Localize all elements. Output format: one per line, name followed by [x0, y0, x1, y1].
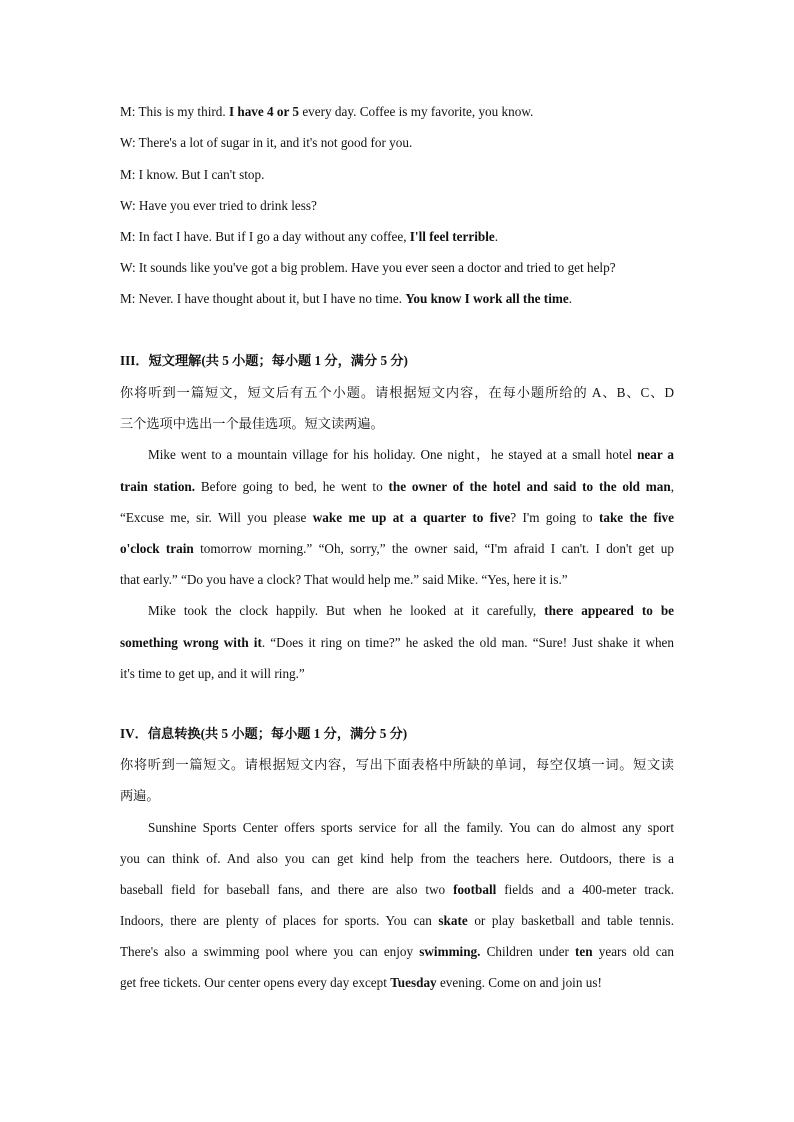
passage-3-line-2: you can think of. And also you can get kind help from the teachers here. Outdoors, there is a [120, 851, 674, 866]
passage-3-line-3: baseball field for baseball fans, and there are also two football fields and a 400-meter track. [120, 882, 674, 897]
dialogue-line-3: M: I know. But I can't stop. [120, 167, 265, 182]
passage-1-line-5: that early.” “Do you have a clock? That would help me.” said Mike. “Yes, here it is.” [120, 572, 568, 587]
dialogue-line-1: M: This is my third. I have 4 or 5 every day. Coffee is my favorite, you know. [120, 104, 534, 119]
passage-3-line-5: There's also a swimming pool where you can enjoy swimming. Children under ten years old can [120, 944, 674, 959]
passage-1-line-3: “Excuse me, sir. Will you please wake me up at a quarter to five? I'm going to take the five [120, 510, 674, 525]
dialogue-line-6: W: It sounds like you've got a big problem. Have you ever seen a doctor and tried to get help? [120, 260, 616, 275]
dialogue-line-2: W: There's a lot of sugar in it, and it's not good for you. [120, 135, 413, 150]
dialogue-line-4: W: Have you ever tried to drink less? [120, 198, 317, 213]
section-iv-instruction-line-1: 你将听到一篇短文。请根据短文内容，写出下面表格中所缺的单词，每空仅填一词。短文读 [120, 757, 674, 772]
dialogue-line-7: M: Never. I have thought about it, but I have no time. You know I work all the time. [120, 291, 572, 306]
section-iii-instruction-line-2: 三个选项中选出一个最佳选项。短文读两遍。 [120, 416, 384, 431]
passage-3-line-4: Indoors, there are plenty of places for sports. You can skate or play basketball and table tennis. [120, 913, 674, 928]
dialogue-line-5: M: In fact I have. But if I go a day without any coffee, I'll feel terrible. [120, 229, 499, 244]
section-heading-iii: III．短文理解(共 5 小题；每小题 1 分，满分 5 分) [120, 353, 408, 368]
passage-2-line-2: something wrong with it. “Does it ring on time?” he asked the old man. “Sure! Just shake it when [120, 635, 675, 650]
passage-1-line-2: train station. Before going to bed, he went to the owner of the hotel and said to the old man, [120, 479, 674, 494]
passage-1-line-1: Mike went to a mountain village for his holiday. One night，he stayed at a small hotel near a [148, 447, 674, 462]
passage-2-line-1: Mike took the clock happily. But when he looked at it carefully, there appeared to be [148, 603, 675, 618]
passage-1-line-4: o'clock train tomorrow morning.” “Oh, sorry,” the owner said, “I'm afraid I can't. I don't get up [120, 541, 674, 556]
passage-3-line-1: Sunshine Sports Center offers sports service for all the family. You can do almost any sport [148, 820, 674, 835]
section-iv-instruction-line-2: 两遍。 [120, 788, 160, 803]
section-iii-instruction-line-1: 你将听到一篇短文，短文后有五个小题。请根据短文内容，在每小题所给的 A、B、C、D [120, 385, 674, 400]
section-heading-iv: IV．信息转换(共 5 小题；每小题 1 分，满分 5 分) [120, 726, 408, 741]
passage-2-line-3: it's time to get up, and it will ring.” [120, 666, 305, 681]
passage-3-line-6: get free tickets. Our center opens every day except Tuesday evening. Come on and join us! [120, 975, 602, 990]
